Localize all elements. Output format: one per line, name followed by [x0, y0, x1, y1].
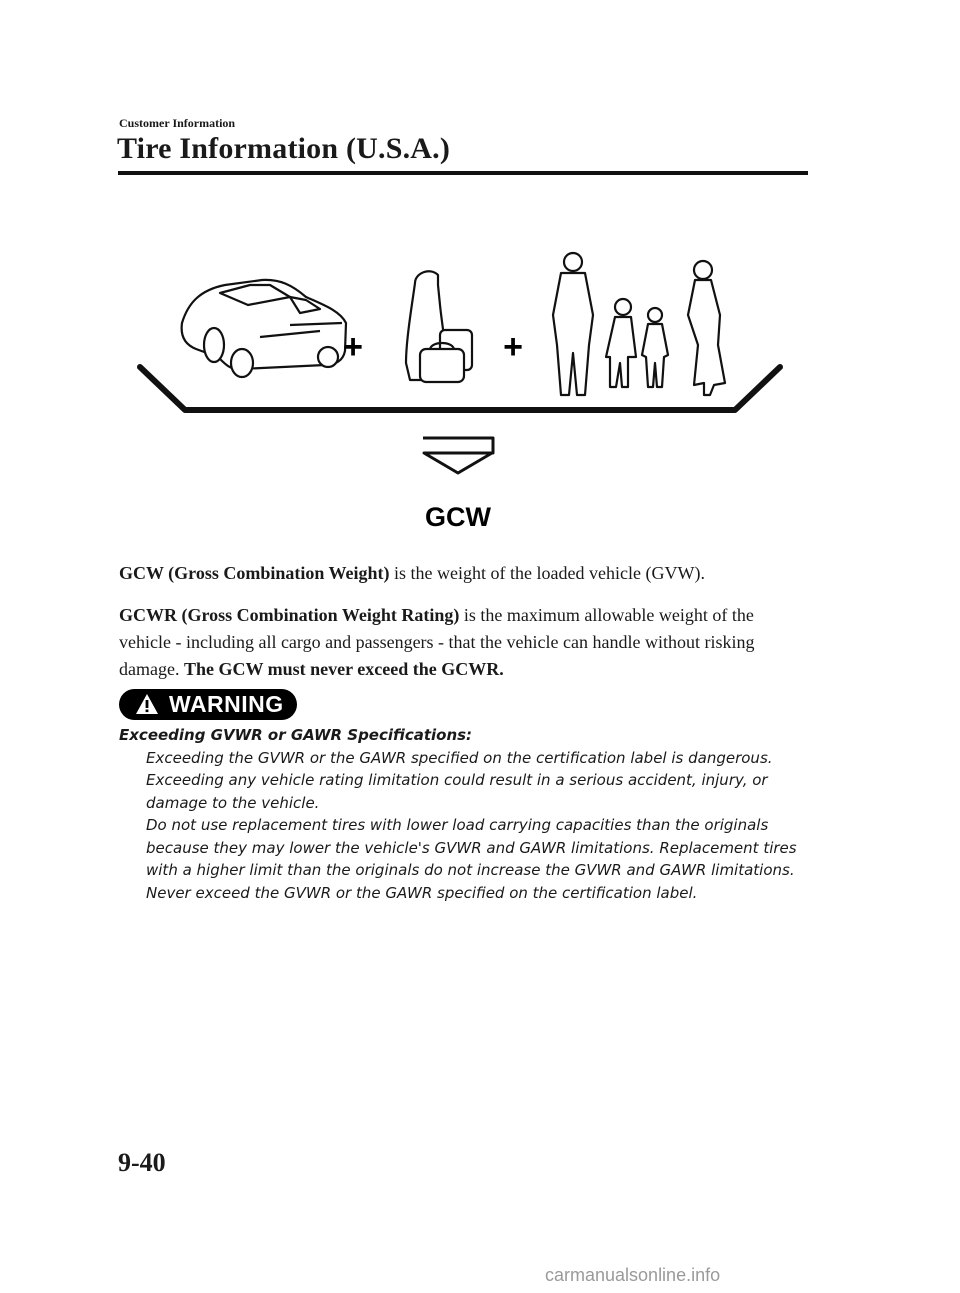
warning-body: [119, 747, 809, 905]
warning-line: Exceeding any vehicle rating limitation could result in a serious accident, injury, or damage to the vehicle.: [146, 771, 768, 812]
passengers-icon: [553, 253, 725, 395]
gcw-term: GCW (Gross Combination Weight): [119, 563, 390, 583]
plus-sign-2: +: [503, 328, 523, 366]
page-number: 9-40: [118, 1148, 166, 1177]
watermark-link[interactable]: carmanualsonline.info: [545, 1265, 721, 1285]
title-divider: [118, 171, 808, 175]
down-arrow-icon: [423, 438, 493, 473]
warning-heading: Exceeding GVWR or GAWR Specifications:: [119, 726, 473, 744]
gcwr-emphasis: The GCW must never exceed the GCWR.: [183, 659, 504, 679]
gcwr-term: GCWR (Gross Combination Weight Rating): [119, 605, 460, 625]
car-icon: [182, 280, 346, 377]
section-label: Customer Information: [119, 116, 236, 130]
warning-label: WARNING: [169, 691, 284, 717]
luggage-icon: [406, 271, 472, 382]
page-title: Tire Information (U.S.A.): [117, 132, 451, 165]
gcw-definition: [119, 560, 799, 587]
gcw-illustration: [130, 245, 790, 545]
warning-triangle-icon: [134, 692, 160, 716]
gcwr-definition: [119, 602, 799, 683]
warning-line: Do not use replacement tires with lower load carrying capacities than the originals because they may lower the vehicle's GVWR and GAWR limitations. Replacement tires with a higher limit than the originals do not increase the GVWR and GAWR limitations.: [146, 816, 797, 879]
warning-line: Never exceed the GVWR or the GAWR specified on the certification label.: [146, 883, 698, 902]
warning-content: [119, 724, 809, 904]
gcwr-text: is the maximum allowable weight of the vehicle - including all cargo and passengers - that the vehicle can handle without risking damage.: [119, 605, 755, 679]
warning-badge: [119, 689, 297, 720]
warning-line: Exceeding the GVWR or the GAWR specified on the certification label is dangerous.: [146, 748, 773, 767]
gcw-label: GCW: [425, 502, 491, 532]
plus-sign-1: +: [343, 328, 363, 366]
gcw-text: is the weight of the loaded vehicle (GVW).: [389, 563, 705, 583]
